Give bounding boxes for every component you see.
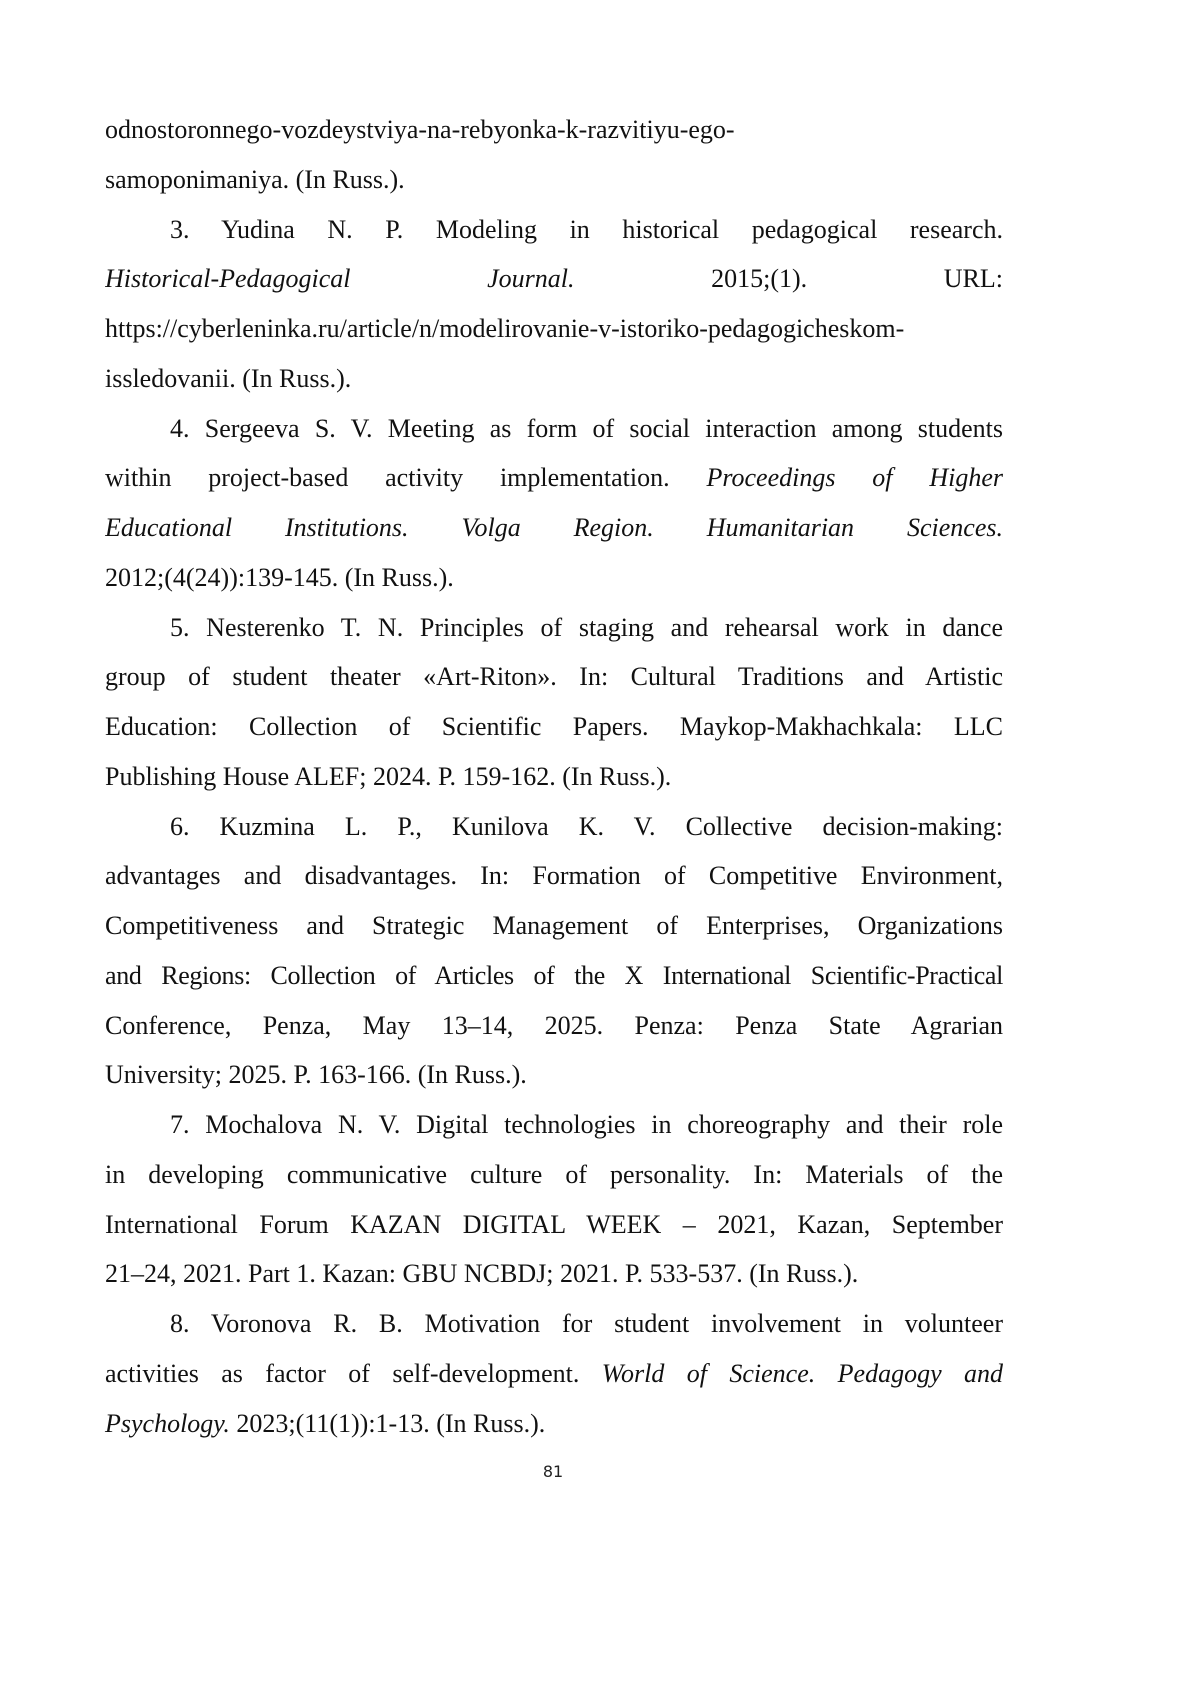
- reference-italic-text: Proceedings of Higher: [706, 463, 1003, 493]
- reference-text: https://cyberleninka.ru/article/n/modelirovanie-v-istoriko-pedagogicheskom-: [105, 314, 905, 343]
- reference-entry-4: [105, 404, 1003, 603]
- reference-line: [105, 652, 1003, 702]
- reference-text: 3. Yudina N. P. Modeling in historical pedagogical research.: [170, 214, 1003, 244]
- reference-line: [105, 1100, 1003, 1150]
- reference-text: University; 2025. P. 163-166. (In Russ.).: [105, 1060, 527, 1090]
- reference-entry-5: [105, 603, 1003, 802]
- reference-line: [105, 205, 1003, 255]
- reference-line: [105, 1349, 1003, 1399]
- reference-text: 21–24, 2021. Part 1. Kazan: GBU NCBDJ; 2021. P. 533-537. (In Russ.).: [105, 1259, 859, 1289]
- page-number: 81: [542, 1462, 564, 1481]
- reference-line: [105, 851, 1003, 901]
- reference-line: [105, 702, 1003, 752]
- reference-list: [105, 105, 1003, 1448]
- reference-text: advantages and disadvantages. In: Formation of Competitive Environment,: [105, 861, 1003, 891]
- reference-line: [105, 1249, 1003, 1299]
- reference-entry-3: [105, 205, 1003, 404]
- reference-line: [105, 951, 1003, 1001]
- reference-italic-text: World of Science. Pedagogy and: [601, 1358, 1003, 1388]
- reference-line: [105, 603, 1003, 653]
- reference-text: Education: Collection of Scientific Papers. Maykop-Makhachkala: LLC: [105, 712, 1003, 741]
- reference-line: [105, 304, 1003, 354]
- reference-text: 2012;(4(24)):139-145. (In Russ.).: [105, 562, 454, 592]
- reference-entry-6: [105, 802, 1003, 1101]
- reference-text: 6. Kuzmina L. P., Kunilova K. V. Collective decision-making:: [170, 811, 1003, 841]
- reference-line: [105, 1050, 1003, 1100]
- reference-line: [105, 254, 1003, 304]
- reference-text: activities as factor of self-development.: [105, 1358, 602, 1388]
- reference-line: [105, 1001, 1003, 1051]
- reference-text: International Forum KAZAN DIGITAL WEEK – 2021, Kazan, September: [105, 1209, 1003, 1239]
- reference-text: 4. Sergeeva S. V. Meeting as form of social interaction among students: [170, 413, 1003, 443]
- reference-line: [105, 1399, 1003, 1449]
- reference-line: [105, 354, 1003, 404]
- reference-text: Competitiveness and Strategic Management of Enterprises, Organizations: [105, 911, 1003, 940]
- reference-text: issledovanii. (In Russ.).: [105, 363, 352, 393]
- reference-line: [105, 1299, 1003, 1349]
- reference-line: [105, 901, 1003, 951]
- reference-text: samoponimaniya. (In Russ.).: [105, 164, 405, 194]
- reference-line: [105, 553, 1003, 603]
- reference-text: within project-based activity implementation.: [105, 463, 707, 493]
- reference-text: Publishing House ALEF; 2024. P. 159-162. (In Russ.).: [105, 761, 672, 791]
- reference-text: Conference, Penza, May 13–14, 2025. Penza: Penza State Agrarian: [105, 1010, 1003, 1040]
- reference-text: 2015;(1). URL:: [574, 264, 1003, 294]
- reference-line: [105, 802, 1003, 852]
- reference-text: in developing communicative culture of personality. In: Materials of the: [105, 1159, 1003, 1189]
- reference-text: 8. Voronova R. B. Motivation for student involvement in volunteer: [170, 1309, 1003, 1338]
- reference-text: and Regions: Collection of Articles of the X International Scientific-Practical: [105, 960, 1003, 990]
- reference-text: 7. Mochalova N. V. Digital technologies in choreography and their role: [170, 1110, 1003, 1139]
- reference-italic-text: Historical-Pedagogical Journal.: [105, 264, 575, 294]
- reference-line: [105, 752, 1003, 802]
- reference-line: [105, 105, 1003, 155]
- reference-text: odnostoronnego-vozdeystviya-na-rebyonka-k-razvitiyu-ego-: [105, 115, 735, 144]
- reference-italic-text: Educational Institutions. Volga Region. Humanitarian Sciences.: [105, 513, 1003, 542]
- reference-line: [105, 453, 1003, 503]
- reference-text: group of student theater «Art-Riton». In: Cultural Traditions and Artistic: [105, 662, 1003, 692]
- reference-italic-text: Psychology.: [105, 1408, 230, 1438]
- reference-line: [105, 503, 1003, 553]
- reference-line: [105, 1150, 1003, 1200]
- reference-text: 2023;(11(1)):1-13. (In Russ.).: [229, 1408, 546, 1438]
- reference-entry-continued: [105, 105, 1003, 205]
- reference-line: [105, 1200, 1003, 1250]
- reference-entry-8: [105, 1299, 1003, 1448]
- reference-entry-7: [105, 1100, 1003, 1299]
- reference-text: 5. Nesterenko T. N. Principles of staging and rehearsal work in dance: [170, 612, 1003, 642]
- reference-line: [105, 404, 1003, 454]
- reference-line: [105, 155, 1003, 205]
